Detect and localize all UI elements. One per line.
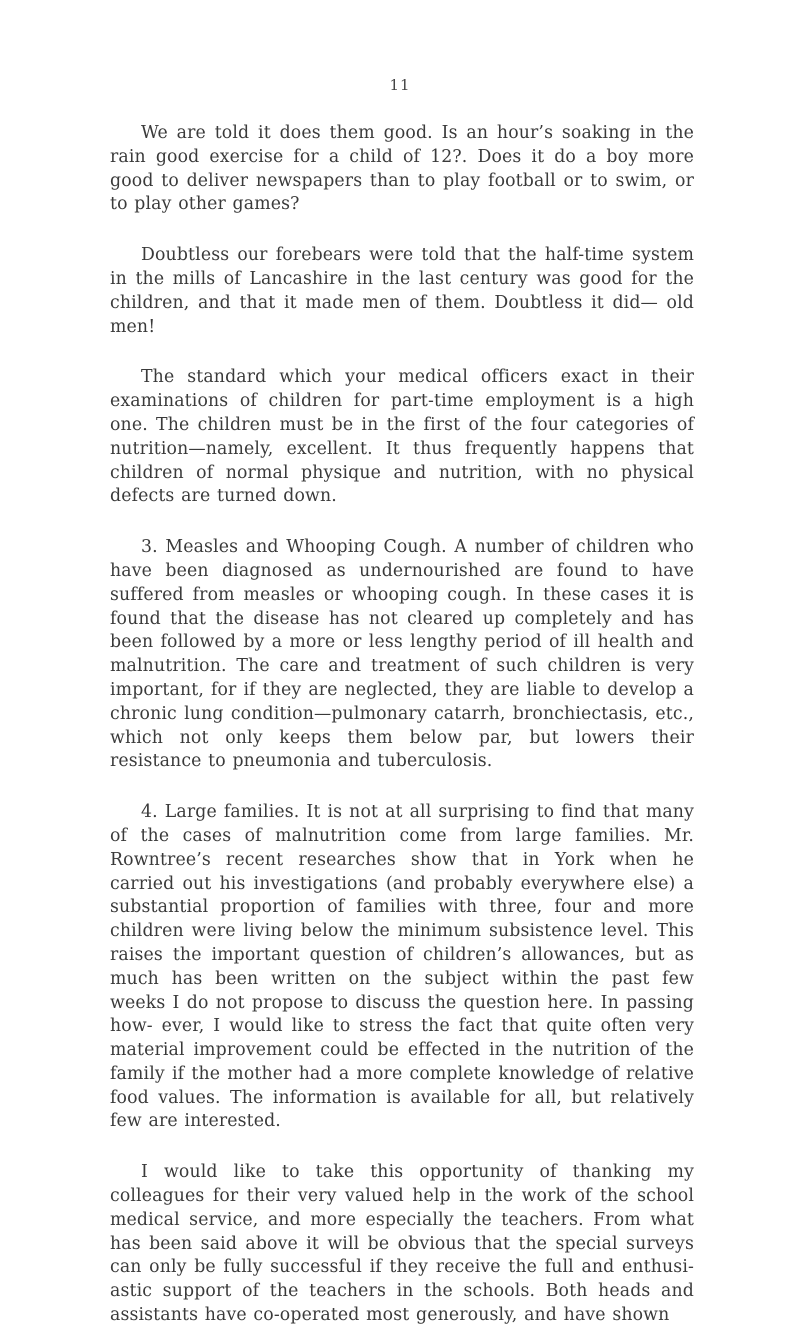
paragraph-games-question: We are told it does them good. Is an hour’s soaking in the rain good exercise for a child of 12?. Does it do a boy more good to deliver newspapers than to play football or to swim, or to play other games? [110,123,694,215]
paragraph-half-time-system: Doubtless our forebears were told that the half-time system in the mills of Lancashire in the last century was good for the children, and that it made men of them. Doubtless it did— old men! [110,245,694,337]
page-number: 11 [389,76,411,94]
paragraph-large-families: 4. Large families. It is not at all surprising to find that many of the cases of malnutrition come from large families. Mr. Rowntree’s recent researches show that in York when he carried out his investigations (and probably everywhere else) a substantial proportion of families with three, four and more children were living below the minimum subsistence level. This raises the important question of children’s allowances, but as much has been written on the subject within the past few weeks I do not propose to discuss the question here. In passing how- ever, I would like to stress the fact that quite often very material improvement could be effected in the nutrition of the family if the mother had a more complete knowledge of relative food values. The information is available for all, but relatively few are interested. [110,802,694,1132]
paragraph-acknowledgements: I would like to take this opportunity of thanking my colleagues for their very valued help in the work of the school medical service, and more especially the teachers. From what has been said above it will be obvious that the special surveys can only be fully successful if they receive the full and enthusi- astic support of the teachers in the schools. Both heads and assistants have co-operated most generously, and have shown [110,1162,694,1326]
paragraph-measles-whooping-cough: 3. Measles and Whooping Cough. A number of children who have been diagnosed as undernourished are found to have suffered from measles or whooping cough. In these cases it is found that the disease has not cleared up completely and has been followed by a more or less lengthy period of ill health and malnutrition. The care and treatment of such children is very important, for if they are neglected, they are liable to develop a chronic lung condition—pulmonary catarrh, bronchiectasis, etc., which not only keeps them below par, but lowers their resistance to pneumonia and tuberculosis. [110,537,694,772]
paragraph-medical-standard: The standard which your medical officers exact in their examinations of children for part-time employment is a high one. The children must be in the first of the four categories of nutrition—namely, excellent. It thus frequently happens that children of normal physique and nutrition, with no physical defects are turned down. [110,367,694,507]
body-text [110,122,694,1328]
